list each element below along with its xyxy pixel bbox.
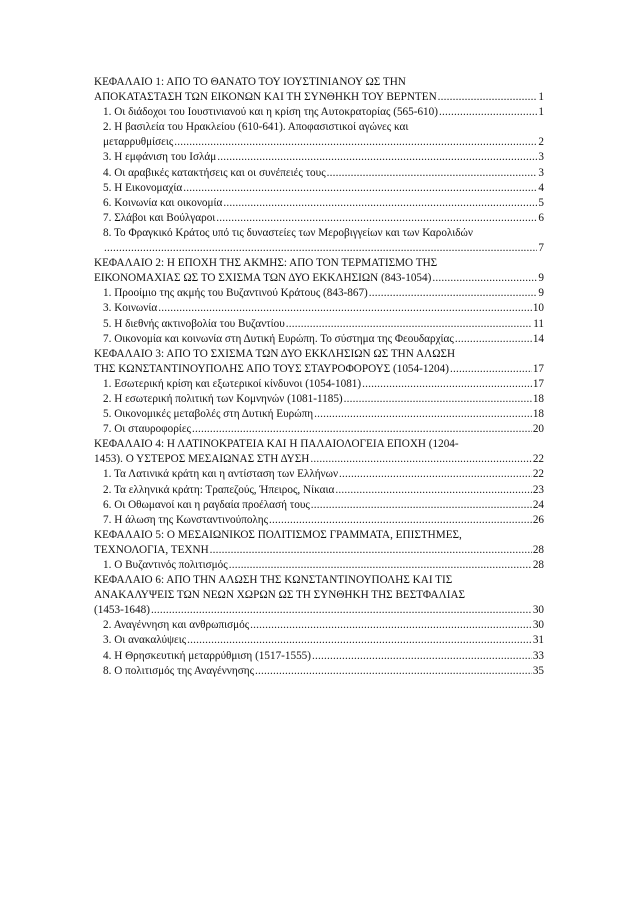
- toc-entry-title-line: 8. Το Φραγκικό Κράτος υπό τις δυναστείες των Μεροβιγγείων και των Καρολιδών: [103, 226, 473, 239]
- toc-chapter-entry[interactable]: [94, 437, 544, 467]
- toc-entry-leader-line: [103, 181, 544, 196]
- toc-entry-leader-line: [103, 392, 544, 407]
- toc-section-entry[interactable]: [94, 467, 544, 482]
- toc-page-number: 5: [538, 196, 544, 209]
- toc-entry-leader-line: [103, 377, 544, 392]
- toc-section-entry[interactable]: [94, 392, 544, 407]
- toc-page-number: 2: [538, 136, 544, 149]
- toc-page-number: 20: [532, 423, 544, 436]
- toc-page-number: 28: [532, 559, 544, 571]
- toc-entry-title: 2. Η εσωτερική πολιτική των Κομνηνών (1081-1185): [103, 392, 343, 405]
- toc-entry-leader-line: [103, 196, 544, 211]
- toc-section-entry[interactable]: [94, 407, 544, 422]
- toc-entry-title: 5. Η Εικονομαχία: [103, 181, 183, 194]
- toc-entry-leader-line: [103, 135, 544, 150]
- toc-entry-leader-line: [94, 271, 544, 286]
- toc-entry-title: ΑΠΟΚΑΤΑΣΤΑΣΗ ΤΩΝ ΕΙΚΟΝΩΝ ΚΑΙ ΤΗ ΣΥΝΘΗΚΗ ΤΟΥ ΒΕΡΝΤΕΝ: [94, 91, 437, 104]
- toc-entry-leader-line: [94, 543, 544, 558]
- toc-entry-leader-line: [94, 362, 544, 377]
- toc-entry-title-line: ΚΕΦΑΛΑΙΟ 6: ΑΠΟ ΤΗΝ ΑΛΩΣΗ ΤΗΣ ΚΩΝΣΤΑΝΤΙΝΟΥΠΟΛΗΣ ΚΑΙ ΤΙΣ: [94, 574, 453, 587]
- toc-section-entry[interactable]: [94, 301, 544, 316]
- dot-leader: [432, 271, 537, 286]
- dot-leader: [344, 392, 532, 407]
- toc-entry-title-line: ΚΕΦΑΛΑΙΟ 5: Ο ΜΕΣΑΙΩΝΙΚΟΣ ΠΟΛΙΤΙΣΜΟΣ ΓΡΑΜΜΑΤΑ, ΕΠΙΣΤΗΜΕΣ,: [94, 528, 462, 541]
- dot-leader: [217, 150, 537, 165]
- toc-section-entry[interactable]: [94, 196, 544, 211]
- dot-leader: [339, 467, 532, 482]
- toc-entry-leader-line: [103, 407, 544, 422]
- toc-entry-title-line: ΚΕΦΑΛΑΙΟ 1: ΑΠΟ ΤΟ ΘΑΝΑΤΟ ΤΟΥ ΙΟΥΣΤΙΝΙΑΝΟΥ ΩΣ ΤΗΝ: [94, 76, 406, 88]
- toc-section-entry[interactable]: [94, 317, 544, 332]
- toc-entry-title: 6. Κοινωνία και οικονομία: [103, 196, 223, 209]
- toc-page-number: 9: [538, 272, 544, 285]
- toc-entry-title: 4. Η Θρησκευτική μεταρρύθμιση (1517-1555): [103, 649, 312, 662]
- toc-entry-title: 3. Κοινωνία: [103, 302, 158, 315]
- dot-leader: [327, 166, 538, 181]
- toc-entry-leader-line: [103, 422, 544, 437]
- toc-section-entry[interactable]: [94, 166, 544, 181]
- dot-leader: [158, 301, 532, 316]
- toc-entry-leader-line: [94, 452, 544, 467]
- toc-entry-title: 1. Τα Λατινικά κράτη και η αντίσταση των Ελλήνων: [103, 468, 339, 481]
- toc-entry-leader-line: [103, 467, 544, 482]
- dot-leader: [104, 241, 537, 256]
- toc-page-number: 26: [532, 513, 544, 526]
- dot-leader: [255, 664, 532, 679]
- toc-entry-leader-line: [103, 105, 544, 120]
- dot-leader: [183, 181, 537, 196]
- toc-entry-leader-line: [103, 513, 544, 528]
- toc-entry-leader-line: [103, 286, 544, 301]
- toc-entry-title: μεταρρυθμίσεις: [103, 136, 174, 149]
- toc-chapter-entry[interactable]: [94, 256, 544, 286]
- toc-entry-leader-line: [103, 483, 544, 498]
- toc-entry-title-line: ΚΕΦΑΛΑΙΟ 2: Η ΕΠΟΧΗ ΤΗΣ ΑΚΜΗΣ: ΑΠΟ ΤΟΝ ΤΕΡΜΑΤΙΣΜΟ ΤΗΣ: [94, 257, 438, 270]
- toc-entry-leader-line: [103, 166, 544, 181]
- toc-entry-title: 1. Οι διάδοχοι του Ιουστινιανού και η κρίση της Αυτοκρατορίας (565-610): [103, 106, 438, 119]
- toc-entry-title: 7. Η άλωση της Κωνσταντινούπολης: [103, 513, 269, 526]
- toc-section-entry[interactable]: [94, 150, 544, 165]
- dot-leader: [314, 407, 532, 422]
- dot-leader: [450, 362, 532, 377]
- dot-leader: [216, 211, 537, 226]
- dot-leader: [229, 558, 532, 573]
- toc-page-number: 14: [532, 332, 544, 345]
- toc-section-entry[interactable]: [94, 181, 544, 196]
- toc-entry-title: 4. Οι αραβικές κατακτήσεις και οι συνέπειές τους: [103, 166, 326, 179]
- toc-entry-title: ΤΗΣ ΚΩΝΣΤΑΝΤΙΝΟΥΠΟΛΗΣ ΑΠΟ ΤΟΥΣ ΣΤΑΥΡΟΦΟΡΟΥΣ (1054-1204): [94, 362, 449, 375]
- toc-section-entry[interactable]: [94, 105, 544, 120]
- toc-entry-leader-line: [103, 633, 544, 648]
- dot-leader: [439, 105, 537, 120]
- toc-section-entry[interactable]: [94, 377, 544, 392]
- toc-section-entry[interactable]: [94, 633, 544, 648]
- toc-section-entry[interactable]: [94, 332, 544, 347]
- toc-entry-title: 1. Ο Βυζαντινός πολιτισμός: [103, 559, 228, 571]
- dot-leader: [174, 135, 537, 150]
- toc-section-entry[interactable]: [94, 649, 544, 664]
- toc-page-number: 30: [532, 619, 544, 632]
- toc-section-entry[interactable]: [94, 558, 544, 573]
- dot-leader: [362, 377, 532, 392]
- toc-chapter-entry[interactable]: [94, 573, 544, 618]
- toc-page-number: 23: [532, 483, 544, 496]
- dot-leader: [192, 422, 532, 437]
- toc-section-entry[interactable]: [94, 618, 544, 633]
- toc-entry-leader-line: [103, 241, 544, 256]
- toc-page-number: 24: [532, 498, 544, 511]
- toc-entry-title-line: ΑΝΑΚΑΛΥΨΕΙΣ ΤΩΝ ΝΕΩΝ ΧΩΡΩΝ ΩΣ ΤΗ ΣΥΝΘΗΚΗ ΤΗΣ ΒΕΣΤΦΑΛΙΑΣ: [94, 589, 466, 602]
- toc-page-number: 22: [532, 468, 544, 481]
- dot-leader: [286, 317, 532, 332]
- toc-page-number: 18: [532, 392, 544, 405]
- toc-entry-title: 5. Οικονομικές μεταβολές στη Δυτική Ευρώπη: [103, 408, 314, 421]
- toc-page-number: 31: [532, 634, 544, 647]
- toc-section-entry[interactable]: [94, 422, 544, 437]
- toc-chapter-entry[interactable]: [94, 528, 544, 558]
- dot-leader: [311, 498, 532, 513]
- toc-entry-leader-line: [103, 649, 544, 664]
- toc-entry-title: 3. Οι ανακαλύψεις: [103, 634, 187, 647]
- toc-section-entry[interactable]: [94, 120, 544, 150]
- toc-page-number: 10: [532, 302, 544, 315]
- toc-entry-leader-line: [103, 211, 544, 226]
- toc-section-entry[interactable]: [94, 483, 544, 498]
- toc-page-number: 18: [532, 408, 544, 421]
- toc-page-number: 11: [533, 317, 544, 330]
- toc-page-number: 7: [538, 242, 544, 255]
- table-of-contents: [94, 75, 544, 679]
- toc-entry-title-line: ΚΕΦΑΛΑΙΟ 4: Η ΛΑΤΙΝΟΚΡΑΤΕΙΑ ΚΑΙ Η ΠΑΛΑΙΟΛΟΓΕΙΑ ΕΠΟΧΗ (1204-: [94, 438, 459, 451]
- toc-entry-leader-line: [103, 150, 544, 165]
- toc-section-entry[interactable]: [94, 498, 544, 513]
- toc-entry-title: 5. Η διεθνής ακτινοβολία του Βυζαντίου: [103, 317, 285, 330]
- dot-leader: [438, 90, 538, 105]
- toc-entry-leader-line: [103, 301, 544, 316]
- toc-page-number: 17: [532, 362, 544, 375]
- toc-section-entry[interactable]: [94, 226, 544, 256]
- toc-page-number: 9: [538, 287, 544, 300]
- toc-entry-title: ΤΕΧΝΟΛΟΓΙΑ, ΤΕΧΝΗ: [94, 543, 209, 556]
- toc-entry-title: 7. Οι σταυροφορίες: [103, 423, 191, 436]
- toc-page-number: 1: [538, 106, 544, 119]
- toc-page-number: 6: [538, 211, 544, 224]
- toc-entry-leader-line: [103, 558, 544, 573]
- toc-entry-title: 1. Εσωτερική κρίση και εξωτερικοί κίνδυνοι (1054-1081): [103, 377, 362, 390]
- toc-entry-leader-line: [103, 664, 544, 679]
- toc-chapter-entry[interactable]: [94, 75, 544, 105]
- toc-entry-title: ΕΙΚΟΝΟΜΑΧΙΑΣ ΩΣ ΤΟ ΣΧΙΣΜΑ ΤΩΝ ΔΥΟ ΕΚΚΛΗΣΙΩΝ (843-1054): [94, 272, 432, 285]
- toc-page-number: 4: [538, 181, 544, 194]
- toc-page-number: 17: [532, 377, 544, 390]
- toc-page-number: 3: [538, 151, 544, 164]
- toc-section-entry[interactable]: [94, 211, 544, 226]
- toc-page-number: 30: [532, 604, 544, 617]
- dot-leader: [455, 332, 532, 347]
- toc-section-entry[interactable]: [94, 513, 544, 528]
- toc-entry-leader-line: [103, 498, 544, 513]
- toc-entry-title: 1453). Ο ΥΣΤΕΡΟΣ ΜΕΣΑΙΩΝΑΣ ΣΤΗ ΔΥΣΗ: [94, 453, 310, 466]
- toc-chapter-entry[interactable]: [94, 347, 544, 377]
- dot-leader: [312, 649, 532, 664]
- toc-entry-title: 7. Σλάβοι και Βούλγαροι: [103, 211, 216, 224]
- toc-entry-title: 2. Αναγέννηση και ανθρωπισμός: [103, 619, 250, 632]
- toc-section-entry[interactable]: [94, 286, 544, 301]
- toc-entry-leader-line: [94, 90, 544, 105]
- toc-entry-title: 1. Προοίμιο της ακμής του Βυζαντινού Κράτους (843-867): [103, 287, 368, 300]
- toc-page-number: 28: [532, 543, 544, 556]
- toc-entry-title-line: 2. Η βασιλεία του Ηρακλείου (610-641). Αποφασιστικοί αγώνες και: [103, 121, 409, 134]
- toc-entry-title: 8. Ο πολιτισμός της Αναγέννησης: [103, 664, 255, 677]
- toc-entry-leader-line: [103, 618, 544, 633]
- toc-page-number: 22: [532, 453, 544, 466]
- toc-entry-title: 2. Τα ελληνικά κράτη: Τραπεζούς, Ήπειρος, Νίκαια: [103, 483, 335, 496]
- toc-entry-leader-line: [103, 317, 544, 332]
- toc-entry-title: (1453-1648): [94, 604, 150, 617]
- toc-section-entry[interactable]: [94, 664, 544, 679]
- dot-leader: [369, 286, 538, 301]
- dot-leader: [223, 196, 537, 211]
- toc-page-number: 35: [532, 664, 544, 677]
- toc-entry-title-line: ΚΕΦΑΛΑΙΟ 3: ΑΠΟ ΤΟ ΣΧΙΣΜΑ ΤΩΝ ΔΥΟ ΕΚΚΛΗΣΙΩΝ ΩΣ ΤΗΝ ΑΛΩΣΗ: [94, 347, 456, 360]
- toc-entry-leader-line: [94, 603, 544, 618]
- toc-entry-title: 3. Η εμφάνιση του Ισλάμ: [103, 151, 217, 164]
- dot-leader: [250, 618, 532, 633]
- toc-entry-title: 6. Οι Οθωμανοί και η ραγδαία προέλασή τους: [103, 498, 310, 511]
- dot-leader: [187, 633, 532, 648]
- toc-page-number: 3: [538, 166, 544, 179]
- toc-page-number: 1: [538, 91, 544, 104]
- dot-leader: [335, 483, 531, 498]
- toc-entry-title: 7. Οικονομία και κοινωνία στη Δυτική Ευρώπη. Το σύστημα της Φεουδαρχίας: [103, 332, 454, 345]
- dot-leader: [151, 603, 532, 618]
- dot-leader: [210, 543, 532, 558]
- dot-leader: [310, 452, 531, 467]
- dot-leader: [269, 513, 532, 528]
- toc-entry-leader-line: [103, 332, 544, 347]
- toc-page-number: 33: [532, 649, 544, 662]
